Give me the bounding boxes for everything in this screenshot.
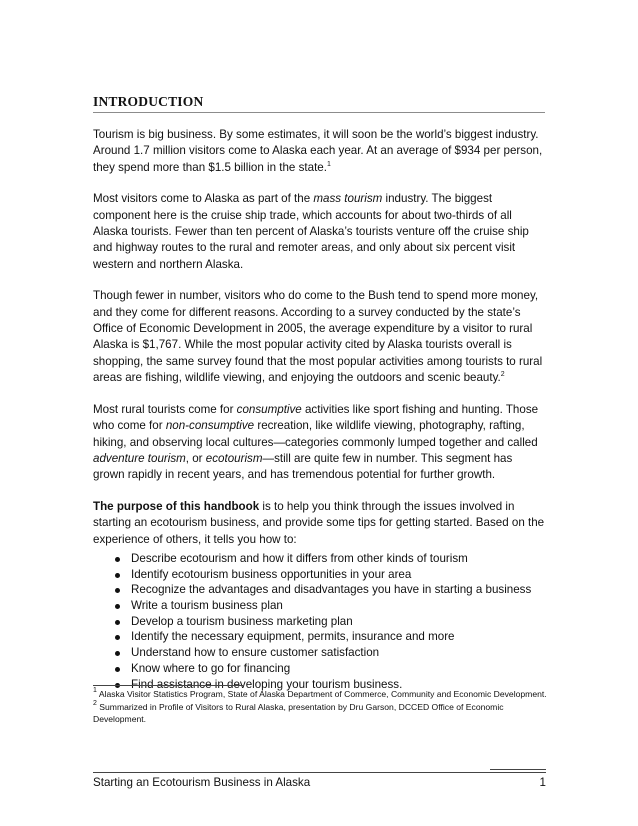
- paragraph-4-text-e: —still are quite few in number. This segment has grown rapidly in recent years, and has tremendous potential for further growth.: [93, 451, 513, 482]
- footnote-number: 1: [93, 687, 97, 694]
- bullet-icon: [115, 588, 120, 593]
- paragraph-5: [93, 499, 545, 548]
- list-item-text: Develop a tourism business marketing plan: [131, 614, 353, 628]
- paragraph-4: [93, 402, 545, 484]
- footnote-ref-2[interactable]: 2: [500, 371, 505, 379]
- list-item: [93, 567, 545, 583]
- paragraph-4-emphasis-2: non-consumptive: [165, 419, 255, 433]
- section-heading: INTRODUCTION: [93, 94, 545, 113]
- bullet-icon: [115, 667, 120, 672]
- paragraph-5-text: is to help you think through the issues involved in starting an ecotourism business, and provide some tips for getting started. Based on the experience of others, it tells you how to:: [93, 499, 545, 546]
- footer-page-rule: [490, 769, 546, 770]
- list-item-text: Identify the necessary equipment, permits, insurance and more: [131, 630, 455, 644]
- paragraph-2-text-a: Most visitors come to Alaska as part of the: [93, 192, 314, 206]
- list-item-text: Write a tourism business plan: [131, 599, 283, 613]
- paragraph-4-text-d: , or: [185, 451, 206, 465]
- footer-title: Starting an Ecotourism Business in Alaska: [93, 776, 311, 789]
- list-item: [93, 629, 545, 645]
- list-item: [93, 645, 545, 661]
- footnote-1: [93, 688, 548, 701]
- paragraph-2: [93, 191, 545, 273]
- list-item: [93, 551, 545, 567]
- paragraph-4-text-b: activities like sport fishing and hunting. Those who come for: [93, 402, 539, 433]
- footnote-text: Alaska Visitor Statistics Program, State of Alaska Department of Commerce, Community and Economic Development.: [96, 689, 547, 699]
- footnote-text: Summarized in Profile of Visitors to Rural Alaska, presentation by Dru Garson, DCCED Office of Economic Development.: [93, 701, 504, 725]
- paragraph-4-emphasis-3: adventure tourism: [93, 451, 186, 465]
- footer-divider: [93, 772, 546, 773]
- paragraph-1-text: Tourism is big business. By some estimates, it will soon be the world’s biggest industry. Around 1.7 million visitors come to Alaska each year. At an average of $934 per person, they spend more than $1.5 billion in the state.: [93, 128, 543, 174]
- list-item-text: Know where to go for financing: [131, 661, 291, 675]
- paragraph-3: [93, 288, 545, 386]
- paragraph-4-text-a: Most rural tourists come for: [93, 402, 237, 416]
- footnotes: [93, 688, 548, 726]
- list-item-text: Find assistance in developing your tourism business.: [131, 677, 403, 691]
- footnote-number: 2: [93, 699, 97, 707]
- list-item-text: Understand how to ensure customer satisfaction: [131, 646, 380, 660]
- list-item: [93, 614, 545, 630]
- bullet-icon: [115, 651, 120, 656]
- list-item: [93, 598, 545, 614]
- footnote-2: [93, 701, 548, 726]
- list-item-text: Identify ecotourism business opportunities in your area: [131, 567, 412, 581]
- bullet-icon: [115, 573, 120, 578]
- bullet-icon: [115, 635, 120, 640]
- bullet-icon: [115, 604, 120, 609]
- paragraph-2-text-b: industry. The biggest component here is the cruise ship trade, which accounts for about two-thirds of all Alaska tourists. Fewer than ten percent of Alaska’s tourists venture off the cruise ship and highway routes to the rural and remoter areas, and only about six percent visit western and northern Alaska.: [93, 192, 529, 271]
- paragraph-2-emphasis: mass tourism: [313, 192, 383, 206]
- bullet-list: [93, 551, 545, 692]
- bullet-icon: [115, 557, 120, 562]
- body-text: [93, 127, 545, 692]
- page-number: 1: [539, 776, 546, 789]
- paragraph-4-text-c: recreation, like wildlife viewing, photography, rafting, hiking, and observing local cultures—categories commonly lumped together and called: [93, 419, 538, 449]
- paragraph-3-text: Though fewer in number, visitors who do come to the Bush tend to spend more money, and they come for different reasons. According to a survey conducted by the state’s Office of Economic Development in 2005, the average expenditure by a visitor to rural Alaska is $1,767. While the most popular activity cited by Alaska tourists overall is shopping, the same survey found that the most popular activities among tourists to rural areas are fishing, wildlife viewing, and enjoying the outdoors and scenic beauty.: [93, 289, 543, 385]
- list-item: [93, 661, 545, 677]
- bullet-icon: [115, 620, 120, 625]
- list-item-text: Describe ecotourism and how it differs from other kinds of tourism: [131, 551, 468, 565]
- list-item-text: Recognize the advantages and disadvantages you have in starting a business: [131, 583, 532, 597]
- paragraph-4-emphasis-1: consumptive: [236, 402, 302, 416]
- paragraph-1: [93, 127, 545, 176]
- list-item: [93, 582, 545, 598]
- footnote-ref-1[interactable]: 1: [326, 160, 331, 168]
- footnote-divider: [93, 685, 243, 686]
- paragraph-4-emphasis-4: ecotourism: [205, 451, 263, 465]
- paragraph-5-bold: The purpose of this handbook: [93, 499, 260, 513]
